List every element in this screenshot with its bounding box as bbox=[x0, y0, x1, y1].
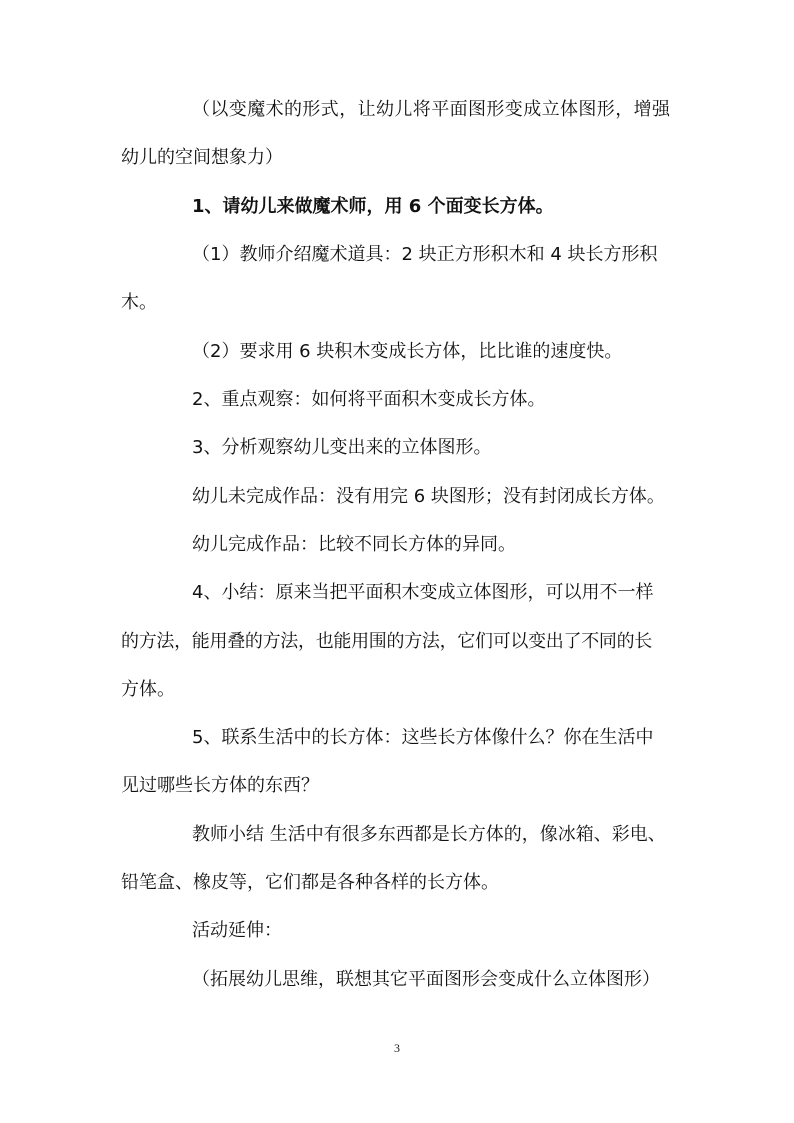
paragraph-line: 方体。 bbox=[121, 679, 175, 700]
paragraph-line: （1）教师介绍魔术道具：2 块正方形积木和 4 块长方形积 bbox=[192, 244, 658, 265]
paragraph-line: 木。 bbox=[121, 292, 157, 313]
paragraph-line: 2、重点观察：如何将平面积木变成长方体。 bbox=[192, 389, 546, 410]
paragraph-line: 幼儿的空间想象力） bbox=[121, 147, 283, 168]
paragraph-line: 1、请幼儿来做魔术师，用 6 个面变长方体。 bbox=[192, 196, 554, 217]
paragraph-line: 5、联系生活中的长方体：这些长方体像什么？你在生活中 bbox=[192, 727, 654, 748]
page-number: 3 bbox=[394, 1041, 400, 1055]
paragraph-line: （2）要求用 6 块积木变成长方体，比比谁的速度快。 bbox=[192, 341, 623, 362]
paragraph-line: 铅笔盒、橡皮等，它们都是各种各样的长方体。 bbox=[121, 872, 499, 893]
paragraph-line: 活动延伸： bbox=[192, 920, 282, 941]
paragraph-line: 的方法，能用叠的方法，也能用围的方法，它们可以变出了不同的长 bbox=[121, 631, 652, 652]
paragraph-line: 3、分析观察幼儿变出来的立体图形。 bbox=[192, 437, 492, 458]
paragraph-line: 4、小结：原来当把平面积木变成立体图形，可以用不一样 bbox=[192, 582, 654, 603]
paragraph-line: 见过哪些长方体的东西？ bbox=[121, 775, 319, 796]
paragraph-line: 教师小结 生活中有很多东西都是长方体的，像冰箱、彩电、 bbox=[192, 824, 666, 845]
paragraph-line: 幼儿未完成作品：没有用完 6 块图形；没有封闭成长方体。 bbox=[192, 486, 665, 507]
paragraph-line: 幼儿完成作品：比较不同长方体的异同。 bbox=[192, 534, 516, 555]
paragraph-line: （拓展幼儿思维，联想其它平面图形会变成什么立体图形） bbox=[192, 969, 660, 990]
paragraph-line: （以变魔术的形式，让幼儿将平面图形变成立体图形，增强 bbox=[192, 99, 671, 120]
